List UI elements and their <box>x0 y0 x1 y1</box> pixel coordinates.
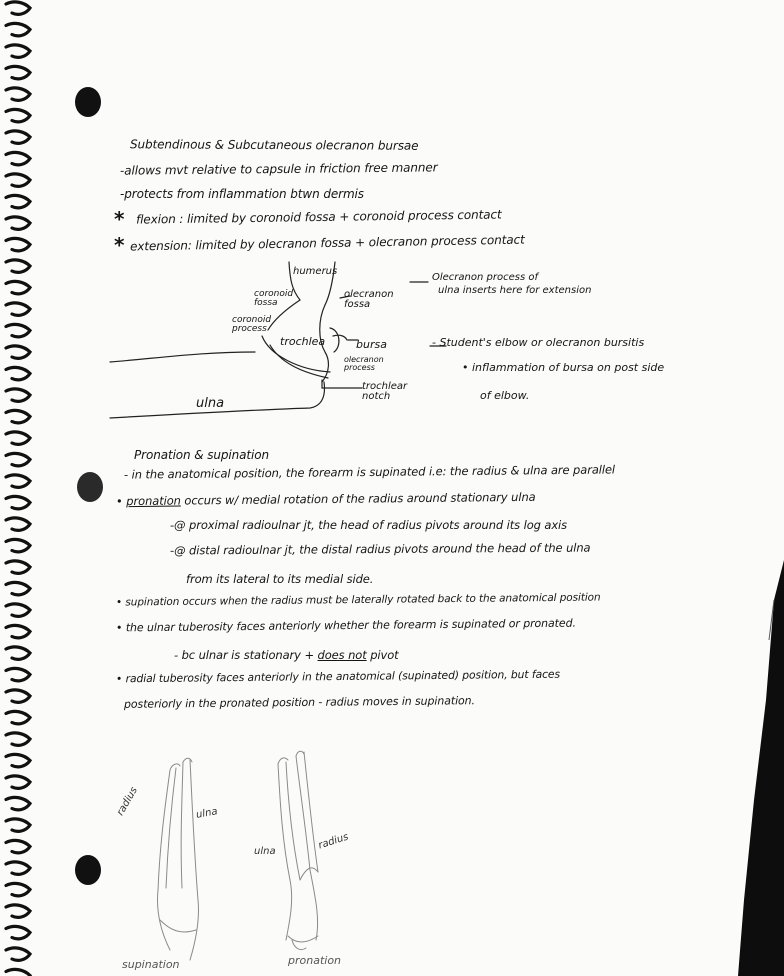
pronation-line-6: • supination occurs when the radius must be laterally rotated back to the anatomical position <box>115 591 601 609</box>
sketch-label-ulna-right: ulna <box>254 846 276 857</box>
pronation-line-8-pre: - bc ulnar is stationary + <box>174 648 314 662</box>
bursitis-note-1: - Student's elbow or olecranon bursitis <box>432 336 645 349</box>
pronation-line-8-post: pivot <box>370 648 399 662</box>
sketch-label-radius-left: radius <box>114 785 140 818</box>
bursae-line-1: -allows mvt relative to capsule in friction free manner <box>119 160 438 178</box>
bursitis-note-2: • inflammation of bursa on post side <box>462 361 665 374</box>
extension-note: extension: limited by olecranon fossa + olecranon process contact <box>129 232 525 254</box>
olecranon-note-1: Olecranon process of <box>432 272 538 283</box>
label-ulna: ulna <box>196 396 225 411</box>
pronation-line-6-text: supination occurs when the radius must be laterally rotated back to the anatomical position <box>125 591 601 609</box>
pronation-line-8-emphasis: does not <box>317 648 367 662</box>
pronation-line-3: -@ proximal radioulnar jt, the head of radius pivots around its log axis <box>170 518 568 532</box>
pronation-keyword: pronation <box>126 493 181 509</box>
bursae-line-2: -protects from inflammation btwn dermis <box>120 187 364 201</box>
pronation-title: Pronation & supination <box>134 448 269 462</box>
label-coronoid-fossa: coronoid fossa <box>254 289 294 308</box>
pronation-line-2-text: occurs w/ medial rotation of the radius around stationary ulna <box>184 489 536 508</box>
pronation-line-7: • the ulnar tuberosity faces anteriorly whether the forearm is supinated or pronated. <box>115 616 576 635</box>
olecranon-note-2: ulna inserts here for extension <box>438 285 592 296</box>
label-humerus: humerus <box>293 266 338 277</box>
label-olecranon-fossa: olecranon fossa <box>344 289 394 310</box>
label-olecranon-process: olecranon process <box>344 355 384 372</box>
label-bursa: bursa <box>356 338 387 351</box>
flexion-mark: * <box>114 207 125 231</box>
pronation-line-9-text: radial tuberosity faces anteriorly in the anatomical (supinated) position, but faces <box>125 667 561 686</box>
flexion-note: flexion : limited by coronoid fossa + coronoid process contact <box>135 207 502 227</box>
sketch-caption-pronation: pronation <box>288 954 342 967</box>
pronation-line-2: • pronation occurs w/ medial rotation of the radius around stationary ulna <box>115 489 536 509</box>
sketch-caption-supination: supination <box>122 958 180 971</box>
pronation-line-10: posteriorly in the pronated position - radius moves in supination. <box>123 694 475 711</box>
bursitis-note-2-text: inflammation of bursa on post side <box>472 361 665 374</box>
bursitis-note-3: of elbow. <box>480 389 530 402</box>
label-trochlear-notch: trochlear notch <box>362 381 408 402</box>
bursae-title: Subtendinous & Subcutaneous olecranon bursae <box>129 137 419 153</box>
sketch-label-ulna-left: ulna <box>195 806 219 821</box>
pronation-line-9: • radial tuberosity faces anteriorly in the anatomical (supinated) position, but faces <box>115 667 561 686</box>
label-coronoid-process: coronoid process <box>232 315 272 334</box>
extension-mark: * <box>114 233 125 257</box>
pronation-line-1: - in the anatomical position, the forearm is supinated i.e: the radius & ulna are parallel <box>123 462 616 482</box>
pronation-line-5: from its lateral to its medial side. <box>186 572 374 586</box>
pronation-line-7-text: the ulnar tuberosity faces anteriorly whether the forearm is supinated or pronated. <box>125 616 576 635</box>
sketch-label-radius-right: radius <box>317 831 350 852</box>
label-trochlea: trochlea <box>280 335 326 348</box>
pronation-line-4: -@ distal radioulnar jt, the distal radius pivots around the head of the ulna <box>169 540 591 558</box>
